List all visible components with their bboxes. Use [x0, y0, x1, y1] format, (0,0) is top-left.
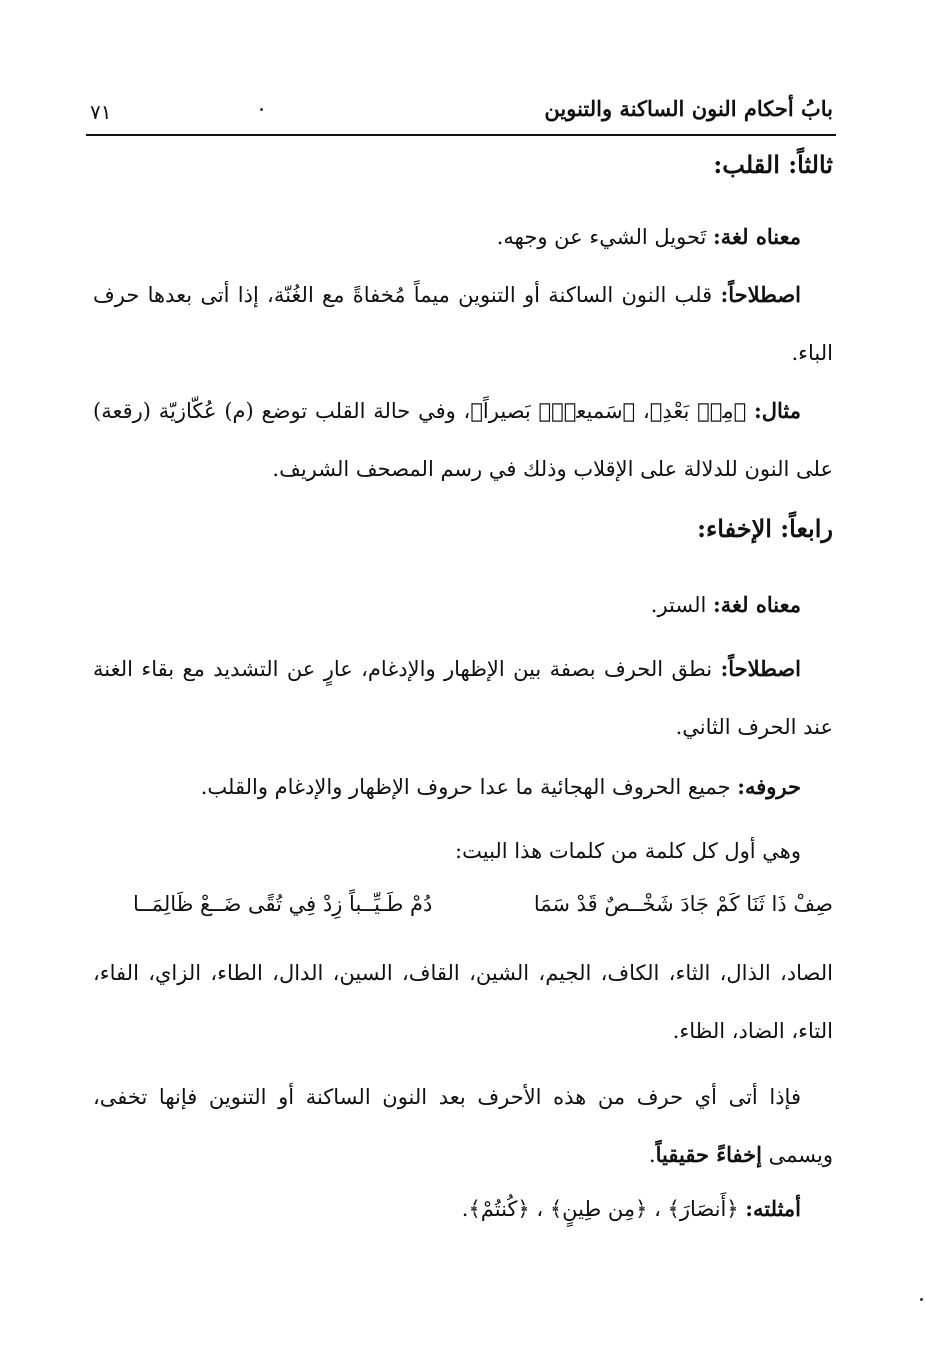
iqlab-example [93, 382, 833, 498]
ikhfa-term-text: نطق الحرف بصفة بين الإظهار والإدغام، عارٍ عن التشديد مع بقاء الغنة عند الحرف الثاني. [93, 657, 833, 739]
iqlab-heading: ثالثاً: القلب: [713, 150, 833, 179]
ikhfa-letters-list: الصاد، الذال، الثاء، الكاف، الجيم، الشين، القاف، السين، الدال، الطاء، الزاي، الفاء، التاء، الضاد، الظاء. [93, 961, 833, 1043]
iqlab-example-text: ﴿مِنۢ بَعْدِ﴾، ﴿سَميعاًۢ بَصيراً﴾، وفي حالة القلب توضع (م) عُكّازيّة (رقعة) على النون للدلالة على الإقلاب وذلك في رسم المصحف الشريف. [93, 399, 833, 481]
scan-speck [260, 108, 263, 111]
ikhfa-heading: رابعاً: الإخفاء: [697, 514, 833, 543]
ikhfa-letters [93, 758, 833, 816]
ikhfa-letters-text: جميع الحروف الهجائية ما عدا حروف الإظهار والإدغام والقلب. [200, 775, 738, 799]
ikhfa-examples-label: أمثلته: [745, 1196, 801, 1221]
verse-first-half: صِفْ ذَا ثَنَا كَمْ جَادَ شَخْــصٌ قَدْ سَمَا [533, 892, 833, 916]
iqlab-linguistic-definition [93, 208, 833, 266]
ikhfa-rule-term: إخفاءً حقيقياً [655, 1142, 762, 1167]
ikhfa-lang-label: معناه لغة: [713, 592, 801, 617]
iqlab-lang-text: تَحويل الشيء عن وجهه. [496, 225, 714, 249]
ikhfa-examples-text: ﴿أَنصَارَ﴾ ، ﴿مِن طِينٍ﴾ ، ﴿كُنتُمْ﴾. [461, 1197, 746, 1221]
ikhfa-rule-text: فإذا أتى أي حرف من هذه الأحرف بعد النون الساكنة أو التنوين فإنها تخفى، ويسمى [93, 1085, 833, 1167]
iqlab-term-label: اصطلاحاً: [720, 282, 801, 307]
iqlab-example-label: مثال: [754, 398, 801, 423]
running-title: بابُ أحكام النون الساكنة والتنوين [544, 96, 833, 121]
iqlab-term-definition [93, 266, 833, 382]
ikhfa-rule [93, 1068, 833, 1184]
ikhfa-linguistic-definition [93, 576, 833, 634]
header-rule [86, 134, 836, 136]
ikhfa-term-label: اصطلاحاً: [720, 656, 801, 681]
page-number: ٧١ [90, 100, 112, 124]
iqlab-term-text: قلب النون الساكنة أو التنوين ميماً مُخفاةً مع الغُنّة، إذا أتى بعدها حرف الباء. [93, 283, 833, 365]
ikhfa-rule-end: . [648, 1143, 656, 1167]
iqlab-lang-label: معناه لغة: [713, 224, 801, 249]
verse-second-half: دُمْ طَـيِّــباً زِدْ فِي تُقًى ضَــعْ ظَالِمَــا [133, 892, 433, 916]
ikhfa-letters-label: حروفه: [737, 774, 801, 799]
ikhfa-lang-text: الستر. [650, 593, 714, 617]
ikhfa-term-definition [93, 640, 833, 756]
scan-speck [920, 1298, 923, 1301]
ikhfa-examples [93, 1180, 833, 1238]
ikhfa-verse-intro: وهي أول كل كلمة من كلمات هذا البيت: [455, 839, 801, 863]
